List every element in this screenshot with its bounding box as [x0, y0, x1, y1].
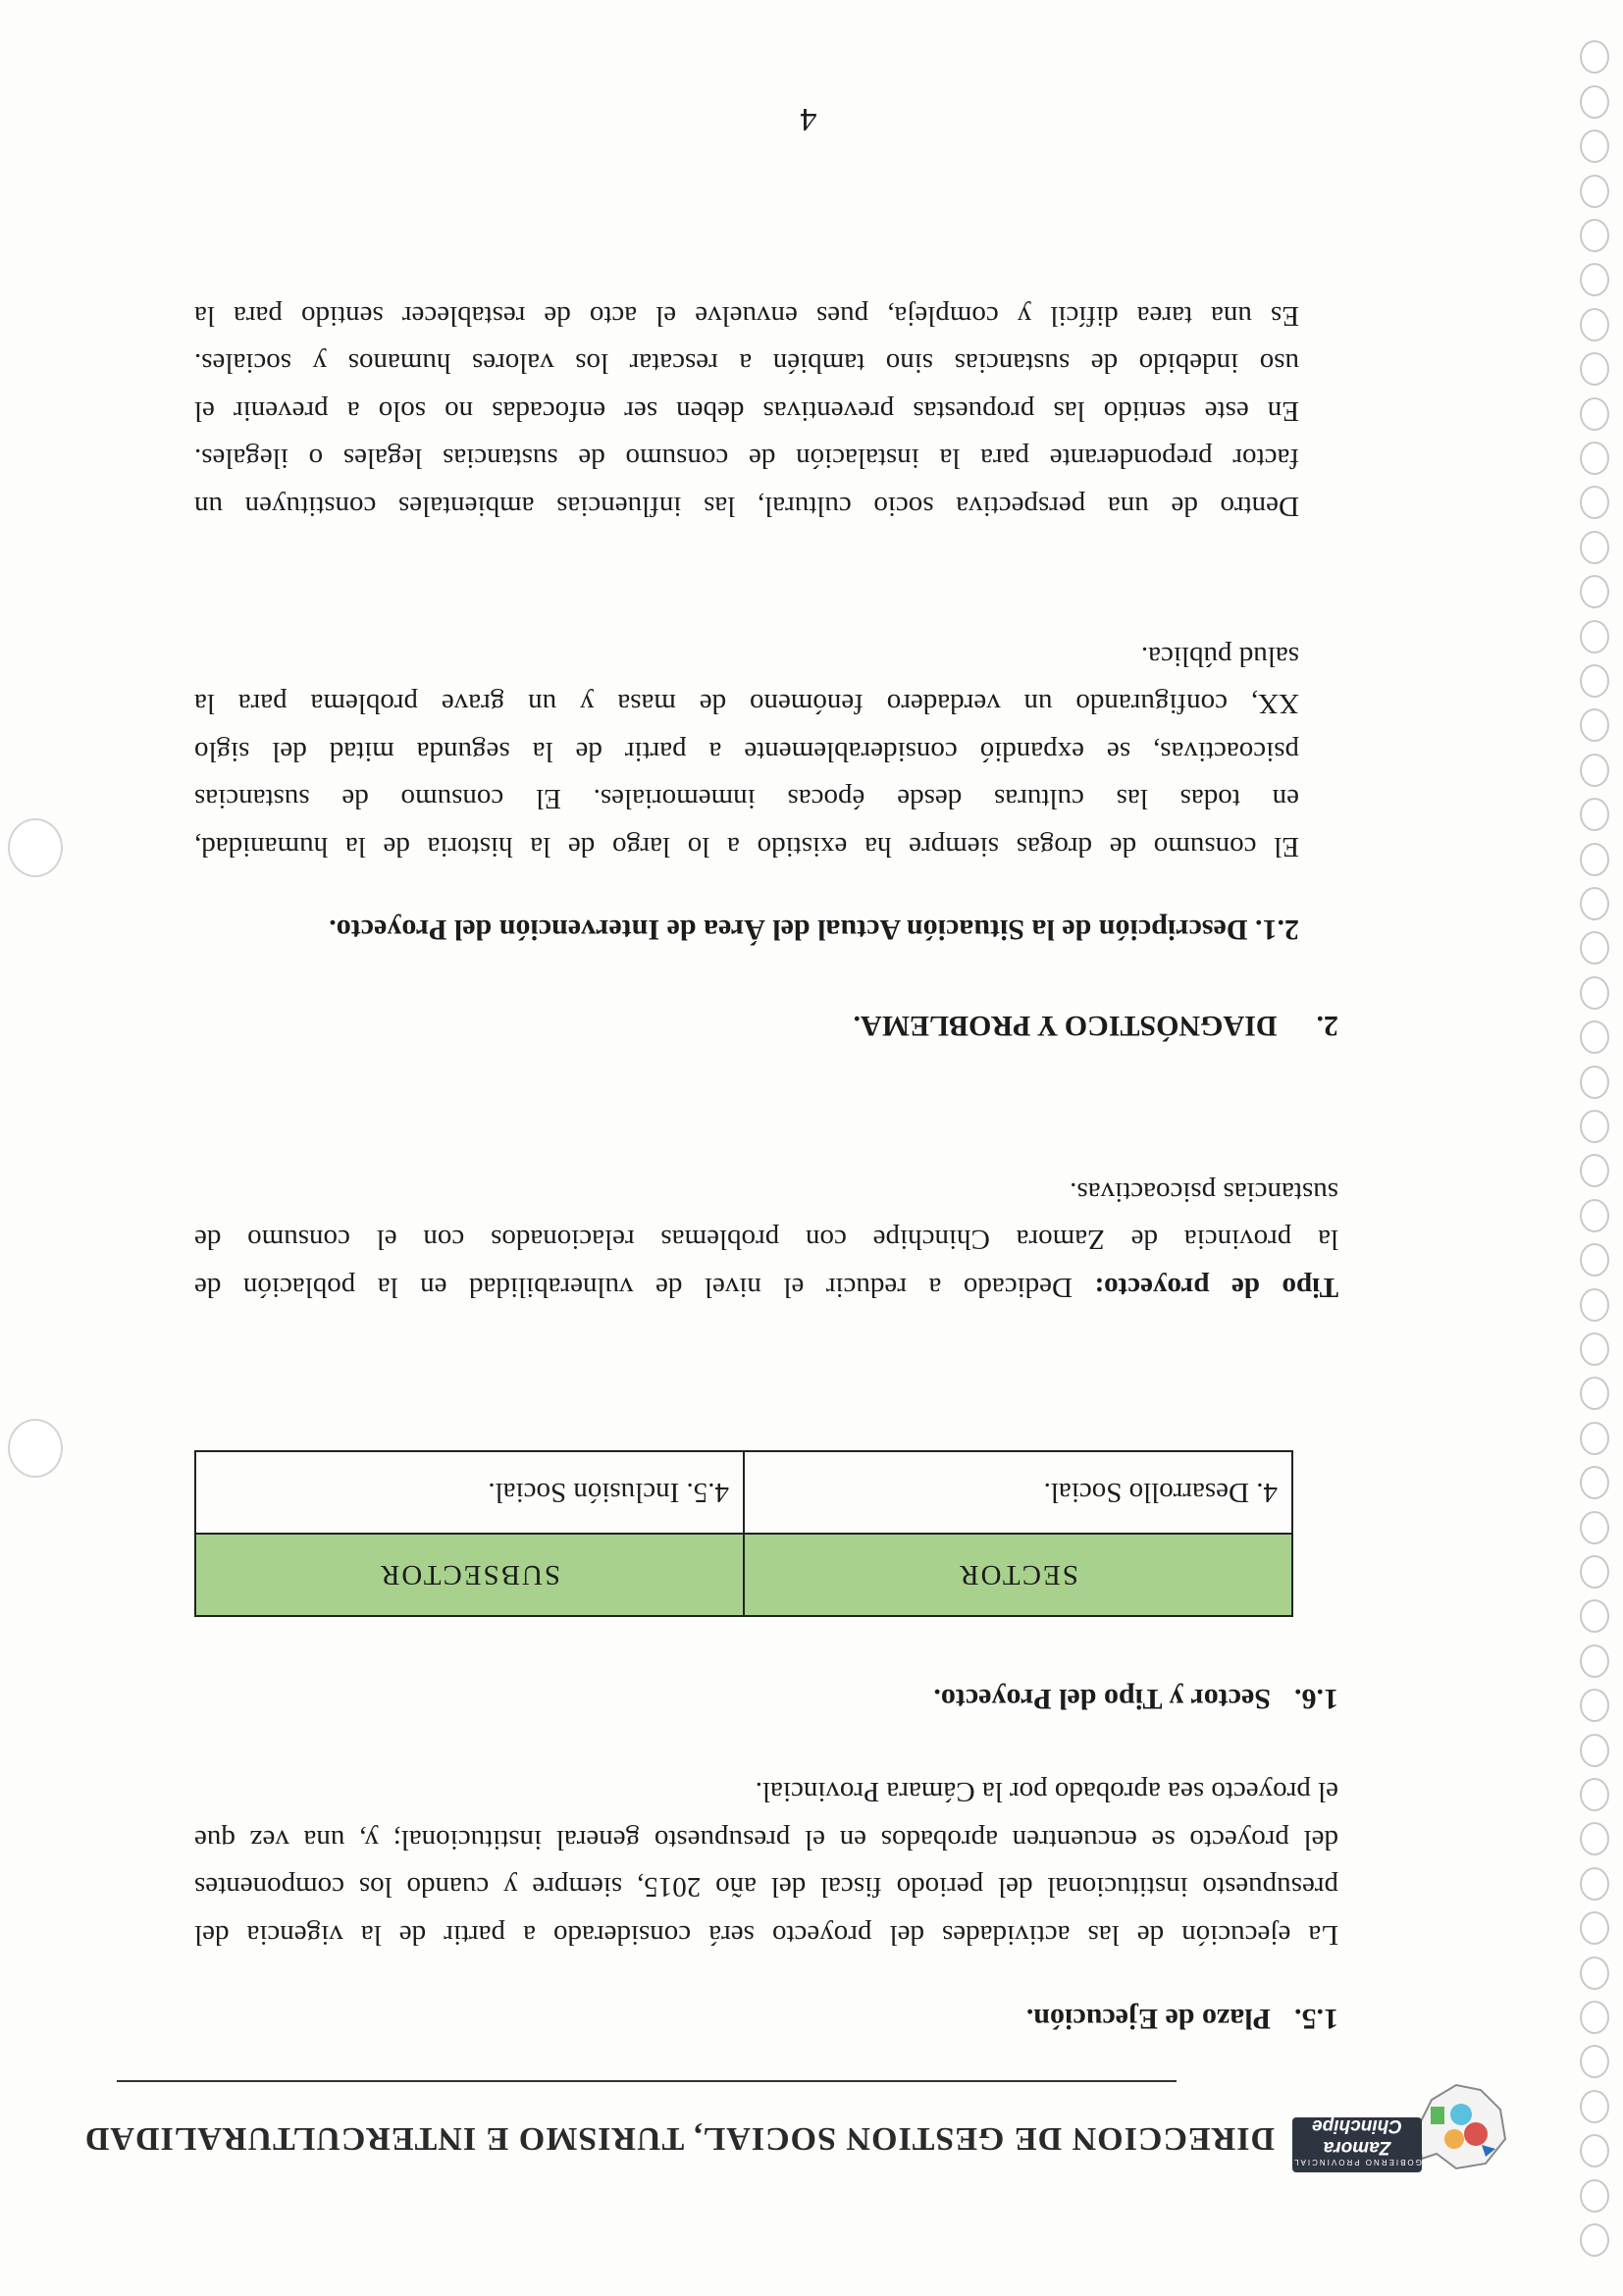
paragraph-line: en todas las culturas desde épocas inmemoriales. El consumo de sustancias: [194, 783, 1299, 815]
table-cell-sector: 4. Desarrollo Social.: [744, 1451, 1292, 1534]
paragraph-line: Dedicado a reducir el nivel de vulnerabilidad en la población de: [194, 1272, 1095, 1303]
paragraph-line: el proyecto sea aprobado por la Cámara Provincial.: [755, 1776, 1338, 1808]
section-number: 1.5.: [1294, 2003, 1338, 2035]
paragraph-line: del proyecto se encuentren aprobados en el presupuesto general institucional; y, una vez que: [194, 1824, 1338, 1855]
tipo-label: Tipo de proyecto:: [1094, 1272, 1338, 1303]
logo-small-text: GOBIERNO PROVINCIAL: [1292, 2158, 1422, 2166]
section-2-1-paragraph-1: [194, 633, 1299, 871]
section-1-6-heading: [933, 1682, 1338, 1715]
section-2-heading: [854, 1009, 1338, 1042]
logo-brand-text: Zamora Chinchipe: [1312, 2115, 1402, 2158]
paragraph-line: XX, configurando un verdadero fenómeno de masa y un grave problema para la: [194, 688, 1299, 720]
header-title: DIRECCION DE GESTION SOCIAL, TURISMO E INTERCULTURALIDAD: [83, 2120, 1275, 2157]
section-1-5-heading: [1026, 2002, 1338, 2035]
section-number: 1.6.: [1294, 1683, 1338, 1715]
section-2-1-heading: [329, 913, 1299, 946]
section-title: Plazo de Ejecución.: [1025, 2003, 1271, 2035]
paragraph-line: Dentro de una perspectiva socio cultural, las influencias ambientales constituyen un: [194, 491, 1299, 522]
table-cell-subsector: 4.5. Inclusión Social.: [195, 1451, 744, 1534]
paragraph-line: presupuesto institucional del periodo fiscal del año 2015, siempre y cuando los componentes: [194, 1871, 1338, 1904]
paragraph-line: salud pública.: [1140, 641, 1299, 672]
section-2-1-paragraph-2: [194, 292, 1299, 531]
table-header-subsector: SUBSECTOR: [195, 1534, 744, 1616]
paragraph-line: Es una tarea difícil y compleja, pues envuelve el acto de restablecer sentido para la: [194, 300, 1299, 332]
table-row: [195, 1451, 1292, 1534]
section-1-5-paragraph: [194, 1768, 1338, 1958]
section-title: 2.1. Descripción de la Situación Actual del Área de Intervención del Proyecto.: [329, 913, 1299, 946]
section-title: DIAGNÓSTICO Y PROBLEMA.: [853, 1010, 1278, 1042]
section-title: Sector y Tipo del Proyecto.: [933, 1683, 1271, 1715]
paragraph-line: El consumo de drogas siempre ha existido a lo largo de la historia de la humanidad,: [194, 831, 1299, 862]
tipo-proyecto-paragraph: [194, 1169, 1338, 1312]
paragraph-line: En este sentido las propuestas preventivas deben ser enfocadas no solo a prevenir el: [194, 395, 1299, 427]
paragraph-line: uso indebido de sustancias sino también a rescatar los valores humanos y sociales.: [194, 347, 1299, 380]
table-header-row: [195, 1534, 1292, 1616]
section-number: 2.: [1316, 1010, 1338, 1042]
table-header-sector: SECTOR: [744, 1534, 1292, 1616]
paragraph-line: la provincia de Zamora Chinchipe con problemas relacionados con el consumo de: [194, 1224, 1338, 1256]
sector-table: [194, 1450, 1293, 1617]
page-number: 4: [800, 101, 817, 137]
paragraph-line: psicoactivas, se expandió considerablemente a partir de la segunda mitad del siglo: [194, 736, 1299, 767]
paragraph-line: La ejecución de las actividades del proyecto será considerado a partir de la vigencia del: [194, 1919, 1338, 1951]
paragraph-line: factor preponderante para la instalación de consumo de sustancias legales o ilegales.: [194, 443, 1299, 475]
paragraph-line: sustancias psicoactivas.: [1070, 1176, 1338, 1208]
